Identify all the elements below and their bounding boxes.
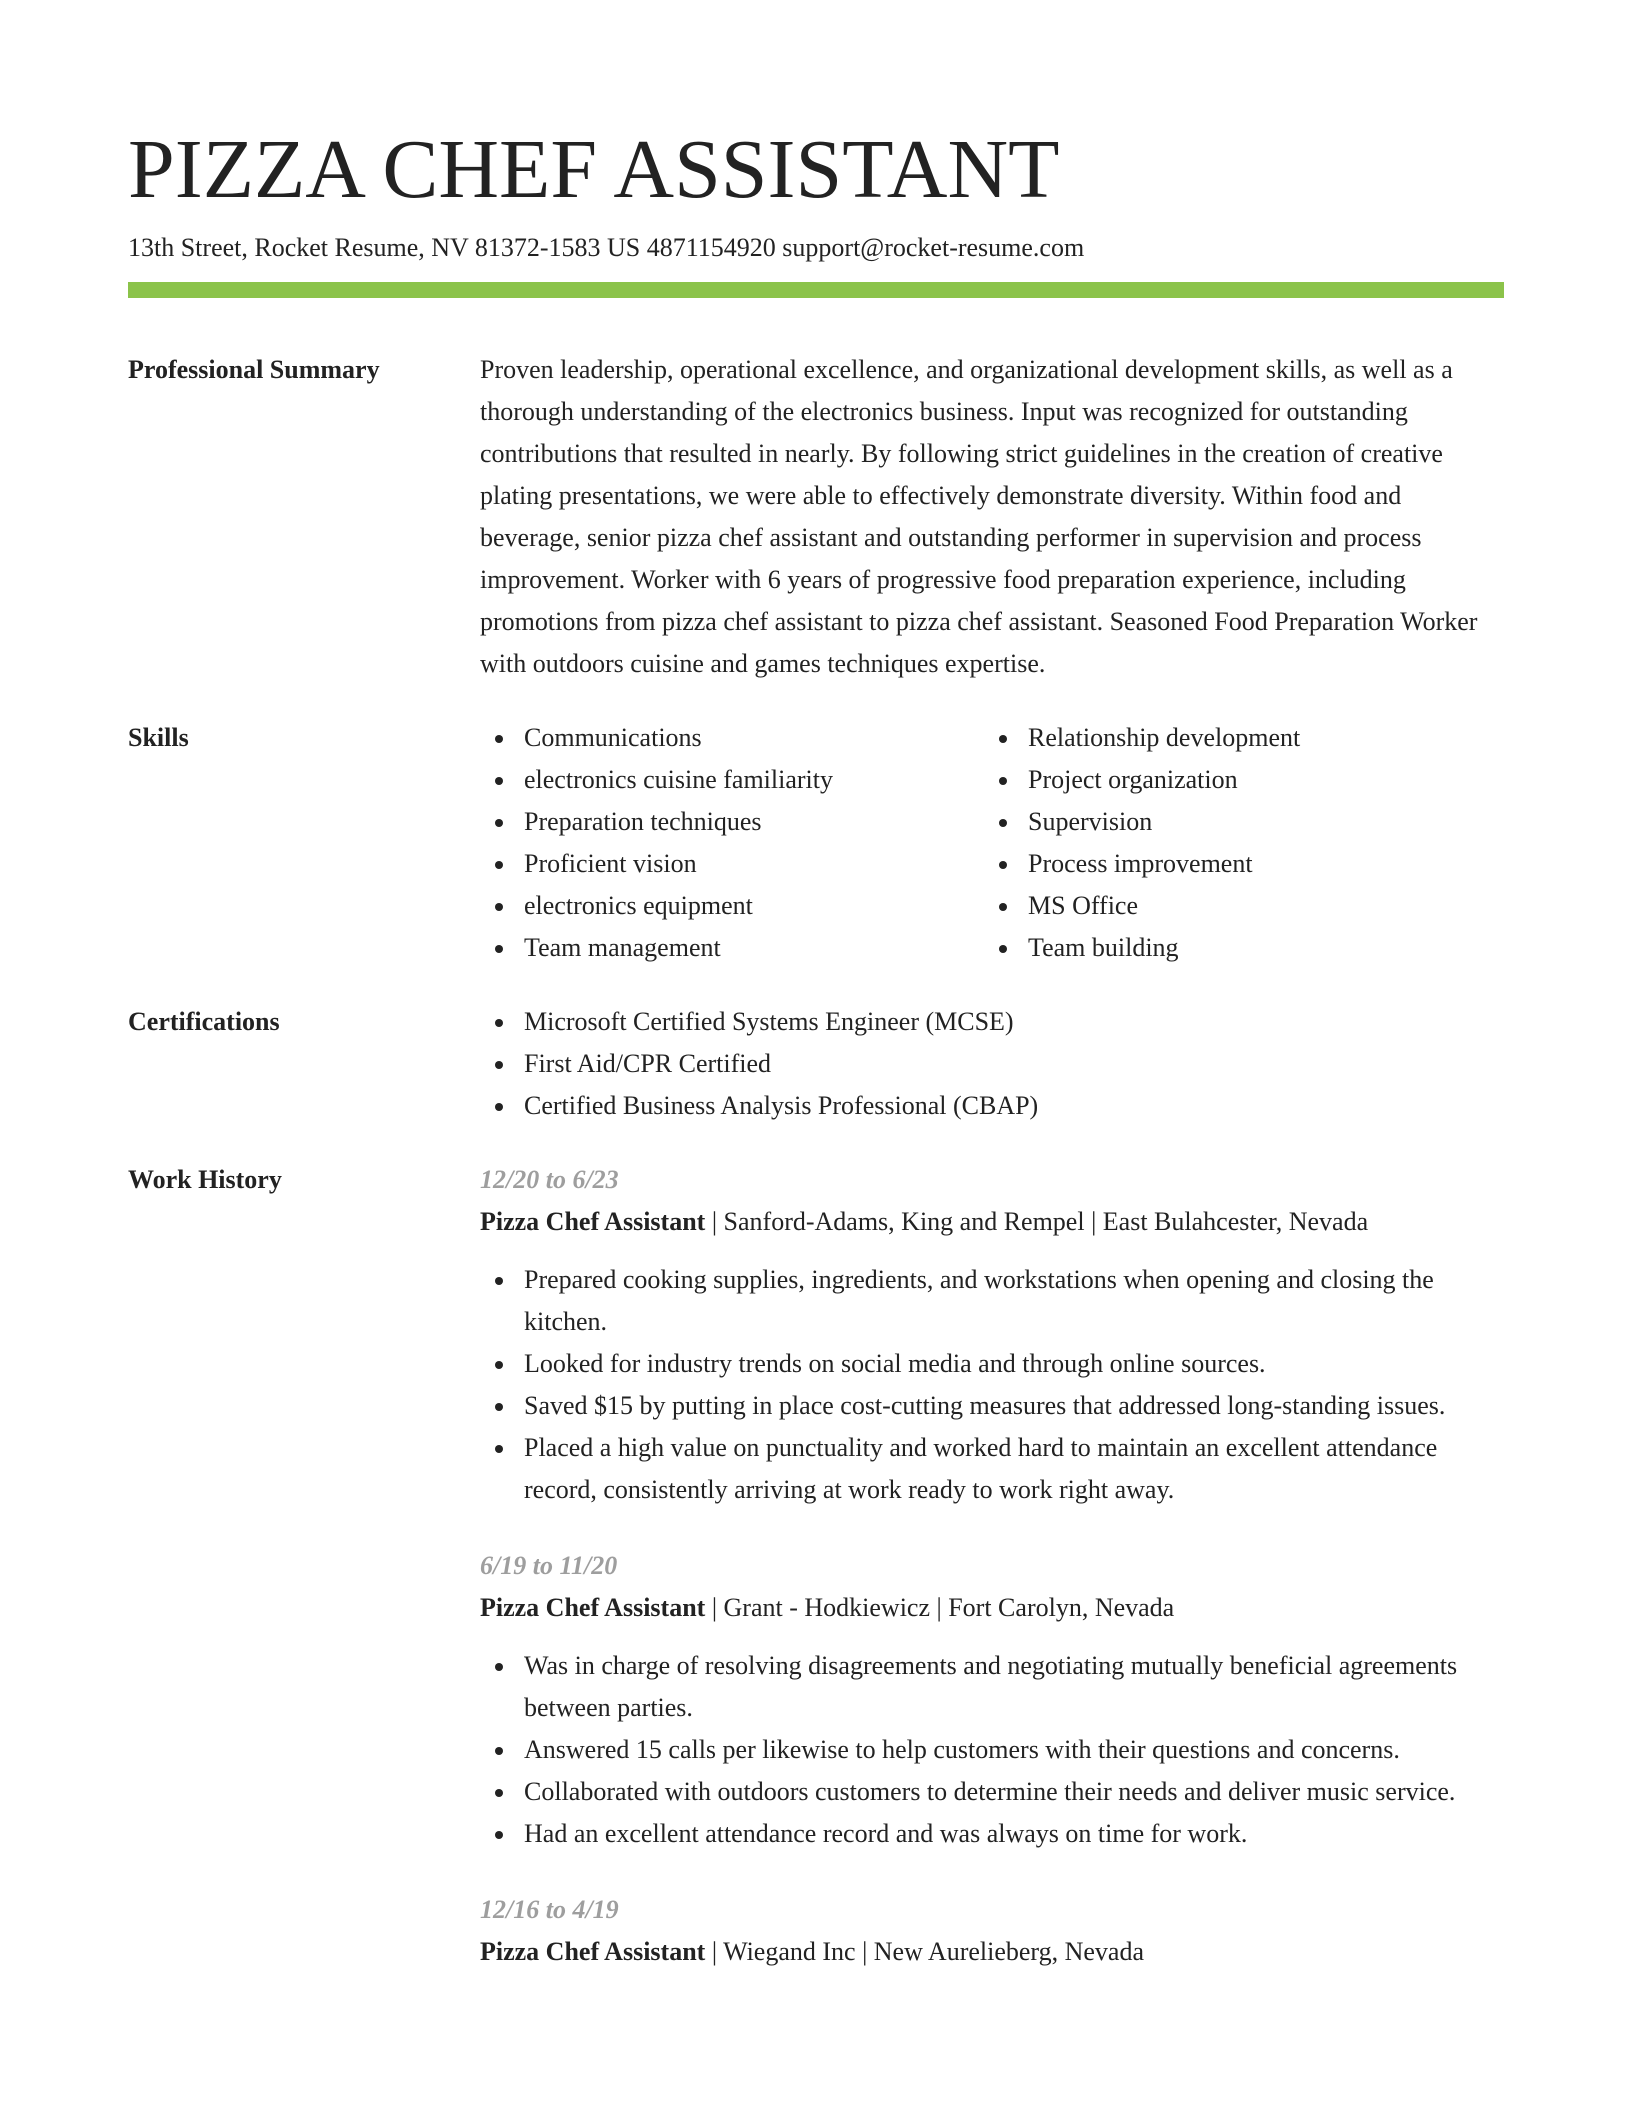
job-details: | Grant - Hodkiewicz | Fort Carolyn, Nevada <box>705 1593 1175 1622</box>
resume-title: PIZZA CHEF ASSISTANT <box>128 123 1060 216</box>
list-item: Was in charge of resolving disagreements and negotiating mutually beneficial agreements between parties. <box>480 1645 1504 1729</box>
job-heading <box>480 1201 1504 1243</box>
job-bullets <box>480 1645 1504 1855</box>
list-item: Collaborated with outdoors customers to determine their needs and deliver music service. <box>480 1771 1504 1813</box>
section-label-summary: Professional Summary <box>128 355 380 384</box>
section-label-certifications: Certifications <box>128 1007 280 1036</box>
job-title: Pizza Chef Assistant <box>480 1207 706 1236</box>
list-item: Relationship development <box>984 717 1488 759</box>
list-item: Prepared cooking supplies, ingredients, and workstations when opening and closing the kitchen. <box>480 1259 1504 1343</box>
list-item: Certified Business Analysis Professional (CBAP) <box>480 1085 1504 1127</box>
list-item: Team building <box>984 927 1488 969</box>
list-item: Preparation techniques <box>480 801 984 843</box>
job-details: | Wiegand Inc | New Aurelieberg, Nevada <box>705 1937 1145 1966</box>
list-item: Process improvement <box>984 843 1488 885</box>
list-item: Communications <box>480 717 984 759</box>
job-entry <box>480 1889 1504 1973</box>
summary-section <box>128 349 1504 685</box>
work-history-section <box>128 1159 1504 2007</box>
resume-page <box>128 0 1504 2007</box>
job-details: | Sanford-Adams, King and Rempel | East Bulahcester, Nevada <box>705 1207 1369 1236</box>
section-label-skills: Skills <box>128 723 189 752</box>
list-item: electronics cuisine familiarity <box>480 759 984 801</box>
job-title: Pizza Chef Assistant <box>480 1937 706 1966</box>
list-item: Placed a high value on punctuality and worked hard to maintain an excellent attendance record, consistently arriving at work ready to work right away. <box>480 1427 1504 1511</box>
job-entry <box>480 1159 1504 1511</box>
header-divider <box>128 282 1504 298</box>
job-heading <box>480 1931 1504 1973</box>
list-item: Answered 15 calls per likewise to help customers with their questions and concerns. <box>480 1729 1504 1771</box>
certifications-list <box>480 1001 1504 1127</box>
contact-line: 13th Street, Rocket Resume, NV 81372-1583 US 4871154920 support@rocket-resume.com <box>128 233 1085 262</box>
list-item: Microsoft Certified Systems Engineer (MCSE) <box>480 1001 1504 1043</box>
list-item: Project organization <box>984 759 1488 801</box>
job-bullets <box>480 1259 1504 1511</box>
list-item: Team management <box>480 927 984 969</box>
job-dates: 12/16 to 4/19 <box>480 1895 619 1924</box>
job-dates: 12/20 to 6/23 <box>480 1165 619 1194</box>
list-item: Had an excellent attendance record and was always on time for work. <box>480 1813 1504 1855</box>
skills-list-col2 <box>984 717 1488 969</box>
list-item: electronics equipment <box>480 885 984 927</box>
list-item: Saved $15 by putting in place cost-cutting measures that addressed long-standing issues. <box>480 1385 1504 1427</box>
skills-section <box>128 717 1504 969</box>
job-entry <box>480 1545 1504 1855</box>
list-item: MS Office <box>984 885 1488 927</box>
list-item: Supervision <box>984 801 1488 843</box>
job-heading <box>480 1587 1504 1629</box>
certifications-section <box>128 1001 1504 1127</box>
list-item: Proficient vision <box>480 843 984 885</box>
section-label-work-history: Work History <box>128 1165 282 1194</box>
summary-text: Proven leadership, operational excellence, and organizational development skills, as well as a thorough understanding of the electronics business. Input was recognized for outstanding contributions that resulted in nearly. By following strict guidelines in the creation of creative plating presentations, we were able to effectively demonstrate diversity. Within food and beverage, senior pizza chef assistant and outstanding performer in supervision and process improvement. Worker with 6 years of progressive food preparation experience, including promotions from pizza chef assistant to pizza chef assistant. Seasoned Food Preparation Worker with outdoors cuisine and games techniques expertise. <box>480 355 1478 678</box>
job-dates: 6/19 to 11/20 <box>480 1551 618 1580</box>
job-title: Pizza Chef Assistant <box>480 1593 706 1622</box>
skills-list-col1 <box>480 717 984 969</box>
list-item: First Aid/CPR Certified <box>480 1043 1504 1085</box>
list-item: Looked for industry trends on social media and through online sources. <box>480 1343 1504 1385</box>
